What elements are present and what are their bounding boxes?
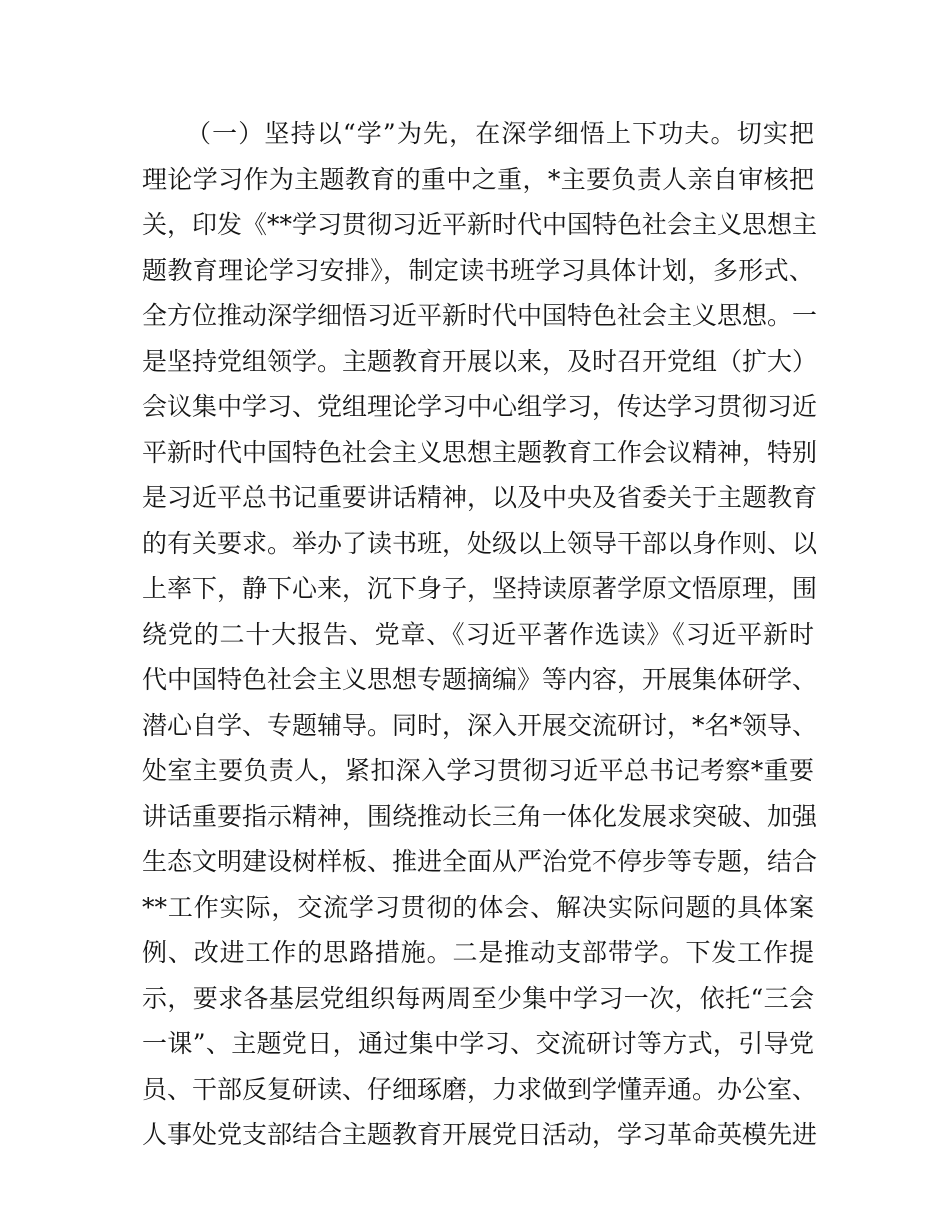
text-line: 理论学习作为主题教育的重中之重，*主要负责人亲自审核把 bbox=[142, 164, 814, 194]
text-line: 讲话重要指示精神，围绕推动长三角一体化发展求突破、加强 bbox=[142, 801, 818, 831]
text-line: 题教育理论学习安排》，制定读书班学习具体计划，多形式、 bbox=[142, 255, 814, 285]
text-line: 示，要求各基层党组织每两周至少集中学习一次，依托“三会 bbox=[142, 983, 814, 1013]
text-line: 处室主要负责人，紧扣深入学习贯彻习近平总书记考察*重要 bbox=[142, 756, 814, 785]
text-line: 员、干部反复研读、仔细琢磨，力求做到学懂弄通。办公室、 bbox=[142, 1074, 818, 1104]
text-line: 的有关要求。举办了读书班，处级以上领导干部以身作则、以 bbox=[142, 528, 818, 558]
text-line: 一课”、主题党日，通过集中学习、交流研讨等方式，引导党 bbox=[142, 1029, 814, 1058]
text-line: 上率下，静下心来，沉下身子，坚持读原著学原文悟原理，围 bbox=[142, 574, 818, 603]
text-line: 会议集中学习、党组理论学习中心组学习，传达学习贯彻习近 bbox=[142, 392, 818, 421]
text-line: 潜心自学、专题辅导。同时，深入开展交流研讨，*名*领导、 bbox=[142, 710, 818, 740]
text-line: 是坚持党组领学。主题教育开展以来，及时召开党组（扩大） bbox=[142, 346, 818, 376]
text-line: 绕党的二十大报告、党章、《习近平著作选读》《习近平新时 bbox=[142, 619, 814, 649]
body-paragraph bbox=[142, 111, 818, 1158]
text-line: 生态文明建设树样板、推进全面从严治党不停步等专题，结合 bbox=[142, 847, 818, 876]
text-line: 关，印发《**学习贯彻习近平新时代中国特色社会主义思想主 bbox=[142, 210, 818, 239]
text-line: 代中国特色社会主义思想专题摘编》等内容，开展集体研学、 bbox=[142, 665, 818, 694]
text-line: 是习近平总书记重要讲话精神，以及中央及省委关于主题教育 bbox=[142, 483, 818, 512]
text-line: 人事处党支部结合主题教育开展党日活动，学习革命英模先进 bbox=[142, 1120, 818, 1149]
text-line: 例、改进工作的思路措施。二是推动支部带学。下发工作提 bbox=[142, 938, 814, 967]
text-line: 平新时代中国特色社会主义思想主题教育工作会议精神，特别 bbox=[142, 437, 818, 467]
text-line: **工作实际，交流学习贯彻的体会、解决实际问题的具体案 bbox=[142, 892, 814, 922]
text-line: （一）坚持以“学”为先，在深学细悟上下功夫。切实把 bbox=[186, 119, 814, 148]
text-line: 全方位推动深学细悟习近平新时代中国特色社会主义思想。一 bbox=[142, 301, 818, 330]
